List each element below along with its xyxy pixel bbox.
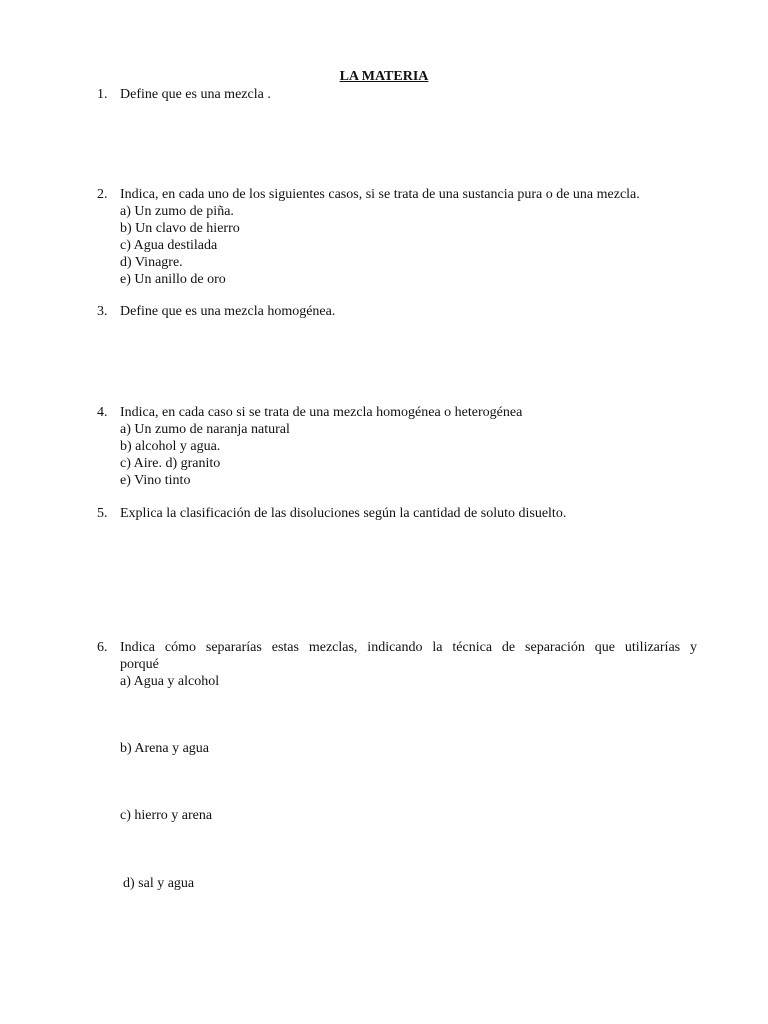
question-4 [97, 404, 697, 489]
question-number: 6. [97, 640, 108, 655]
question-number: 5. [97, 506, 108, 521]
question-number: 3. [97, 304, 108, 319]
option-item: b) alcohol y agua. [120, 439, 221, 454]
question-text: Indica, en cada caso si se trata de una mezcla homogénea o heterogénea [120, 405, 523, 420]
question-text-continued: porqué [120, 657, 159, 672]
question-2 [97, 186, 697, 288]
question-text: Indica, en cada uno de los siguientes casos, si se trata de una sustancia pura o de una mezcla. [120, 187, 640, 202]
option-item: e) Vino tinto [120, 473, 191, 488]
option-item: d) sal y agua [123, 876, 195, 891]
page-title: LA MATERIA [339, 69, 429, 84]
question-3 [97, 303, 697, 320]
question-number: 4. [97, 405, 108, 420]
option-item: a) Un zumo de naranja natural [120, 422, 290, 437]
question-number: 1. [97, 87, 108, 102]
question-1 [97, 86, 697, 103]
option-item: c) Aire. d) granito [120, 456, 221, 471]
question-text: Define que es una mezcla . [120, 87, 271, 102]
option-item: b) Un clavo de hierro [120, 221, 240, 236]
option-item: c) hierro y arena [120, 808, 213, 823]
question-number: 2. [97, 187, 108, 202]
question-text: Define que es una mezcla homogénea. [120, 304, 336, 319]
option-item: a) Un zumo de piña. [120, 204, 234, 219]
option-item: b) Arena y agua [120, 741, 210, 756]
question-text: Explica la clasificación de las disoluciones según la cantidad de soluto disuelto. [120, 506, 567, 521]
option-item: e) Un anillo de oro [120, 272, 226, 287]
option-item: d) Vinagre. [120, 255, 183, 270]
question-6 [97, 639, 697, 690]
option-item: a) Agua y alcohol [120, 674, 220, 689]
option-item: c) Agua destilada [120, 238, 218, 253]
question-text: Indica cómo separarías estas mezclas, indicando la técnica de separación que utilizarías y [120, 640, 697, 655]
question-5 [97, 505, 697, 522]
